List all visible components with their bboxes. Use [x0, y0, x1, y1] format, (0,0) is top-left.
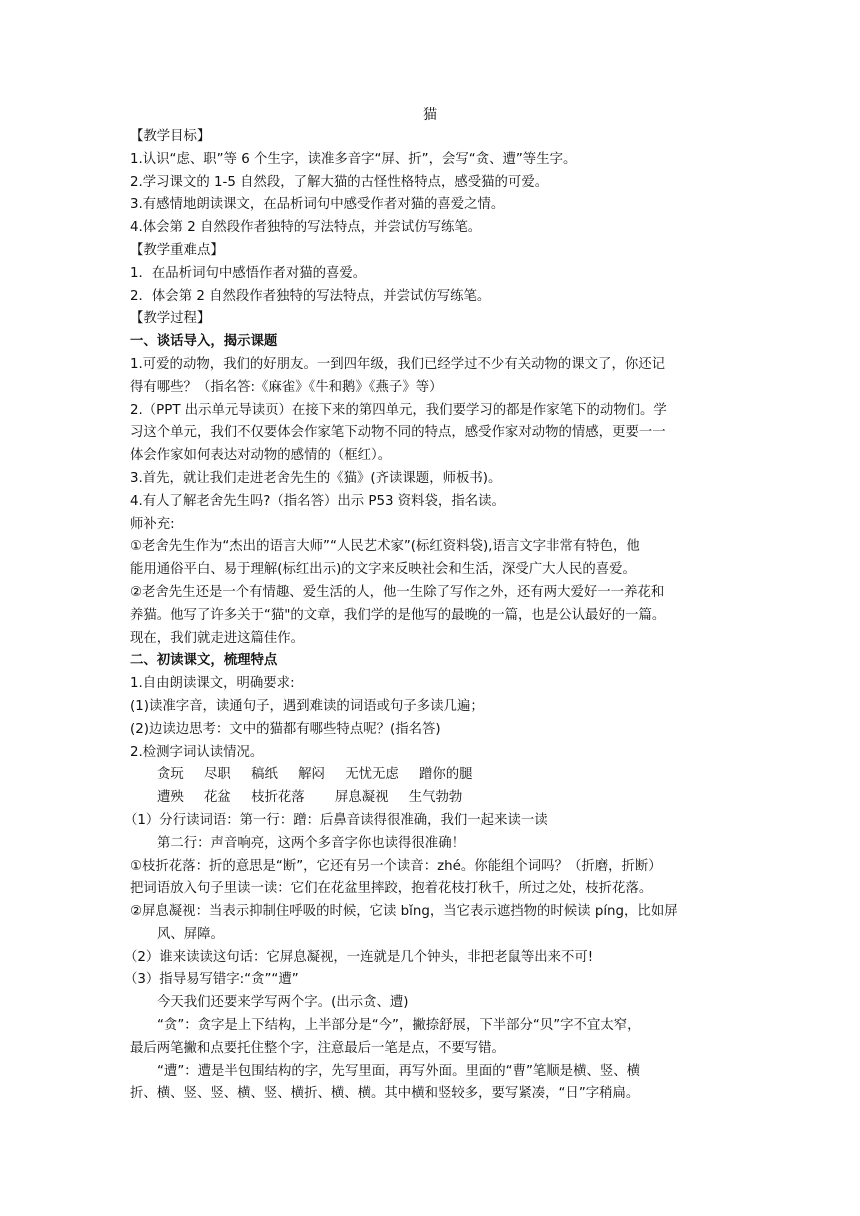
paragraph-line: 2.（PPT 出示单元导读页）在接下来的第四单元，我们要学习的都是作家笔下的动物们。学 [130, 402, 667, 418]
paragraph-line: (1)读准字音，读通句子，遇到难读的词语或句子多读几遍； [130, 698, 484, 714]
paragraph-line: 体会作家如何表达对动物的感情的（框红）。 [130, 448, 392, 464]
paragraph-line: 1.自由朗读课文，明确要求: [130, 676, 295, 692]
word: 屏息凝视 [334, 790, 389, 806]
word: 枝折花落 [251, 790, 305, 806]
document-title: 猫 [423, 107, 437, 123]
paragraph-line: ②屏息凝视：当表示抑制住呼吸的时候，它读 bǐng，当它表示遮挡物的时候读 píng，比如屏 [130, 904, 678, 920]
document-body [124, 126, 730, 1106]
objective-item: 3.有感情地朗读课文，在品析词句中感受作者对猫的喜爱之情。 [130, 197, 505, 213]
word: 解闷 [298, 767, 325, 783]
word: 贪玩 [157, 767, 184, 783]
paragraph-line: ①老舍先生作为“杰出的语言大师”“人民艺术家”(标红资料袋),语言文字非常有特色，他 [130, 539, 640, 555]
paragraph-line: (2)边读边思考：文中的猫都有哪些特点呢？(指名答) [130, 721, 441, 737]
paragraph-line: 养猫。他写了许多关于“猫"的文章，我们学的是他写的最晚的一篇，也是公认最好的一篇。 [130, 607, 666, 623]
paragraph-line: 3.首先，就让我们走进老舍先生的《猫》(齐读课题，师板书)。 [130, 470, 502, 486]
word: 稿纸 [251, 767, 278, 783]
key-point-item: 1．在品析词句中感悟作者对猫的喜爱。 [130, 265, 367, 281]
word-row [130, 764, 730, 787]
paragraph-line: ②老舍先生还是一个有情趣、爱生活的人，他一生除了写作之外，还有两大爱好一一养花和 [130, 584, 665, 600]
paragraph-line: ①枝折花落：折的意思是“断”，它还有另一个读音：zhé。你能组个词吗？（折磨，折断） [130, 858, 662, 874]
word: 蹭你的腿 [419, 767, 473, 783]
word-row [130, 787, 730, 810]
paragraph-line: 现在，我们就走进这篇佳作。 [130, 630, 305, 646]
paragraph-line: 今天我们还要来学写两个字。(出示贪、遭) [157, 995, 409, 1011]
paragraph-line: 风、屏障。 [157, 926, 224, 942]
key-points-heading: 【教学重难点】 [130, 242, 224, 258]
objectives-heading: 【教学目标】 [130, 129, 211, 144]
word: 花盆 [204, 790, 231, 806]
paragraph-line: 1.可爱的动物，我们的好朋友。一到四年级，我们已经学过不少有关动物的课文了，你还记 [130, 356, 666, 372]
word: 生气勃勃 [408, 790, 463, 806]
paragraph-line: （3）指导易写错字:“贪”“遭” [124, 972, 299, 988]
word: 遭殃 [157, 790, 184, 806]
word: 无忧无虑 [345, 767, 399, 783]
process-heading: 【教学过程】 [130, 311, 211, 327]
paragraph-line: 2.检测字词认读情况。 [130, 744, 264, 760]
paragraph-line: 能用通俗平白、易于理解(标红出示)的文字来反映社会和生活，深受广大人民的喜爱。 [130, 562, 636, 578]
word: 尽职 [204, 767, 231, 783]
paragraph-line: 把词语放入句子里读一读：它们在花盆里摔跤，抱着花枝打秋千，所过之处，枝折花落。 [130, 881, 653, 897]
section-heading: 一、谈话导入，揭示课题 [130, 334, 278, 350]
paragraph-line: 得有哪些？（指名答:《麻雀》《牛和鹅》《燕子》等） [130, 379, 443, 395]
paragraph-line: “贪”：贪字是上下结构，上半部分是“今”，撇捺舒展，下半部分“贝”字不宜太窄， [157, 1018, 641, 1034]
paragraph-line: （1）分行读词语：第一行：蹭：后鼻音读得很准确，我们一起来读一读 [124, 812, 548, 828]
key-point-item: 2．体会第 2 自然段作者独特的写法特点，并尝试仿写练笔。 [130, 288, 491, 304]
paragraph-line: 师补充: [130, 516, 175, 532]
objective-item: 1.认识“虑、职”等 6 个生字，读准多音字“屏、折”，会写“贪、遭”等生字。 [130, 151, 577, 167]
paragraph-line: 第二行：声音响亮，这两个多音字你也读得很准确！ [157, 835, 465, 851]
section-heading: 二、初读课文，梳理特点 [130, 653, 278, 669]
paragraph-line: 最后两笔撇和点要托住整个字，注意最后一笔是点，不要写错。 [130, 1040, 505, 1056]
paragraph-line: 4.有人了解老舍先生吗?（指名答）出示 P53 资料袋，指名读。 [130, 493, 505, 509]
paragraph-line: （2）谁来读读这句话：它屏息凝视，一连就是几个钟头，非把老鼠等出来不可! [124, 949, 594, 965]
paragraph-line: 习这个单元，我们不仅要体会作家笔下动物不同的特点，感受作家对动物的情感，更要一一 [130, 425, 666, 441]
objective-item: 2.学习课文的 1-5 自然段，了解大猫的古怪性格特点，感受猫的可爱。 [130, 174, 549, 190]
paragraph-line: 折、横、竖、竖、横、竖、横折、横、横。其中横和竖较多，要写紧凑，“日”字稍扁。 [130, 1086, 640, 1102]
paragraph-line: “遭”：遭是半包围结构的字，先写里面，再写外面。里面的“曹”笔顺是横、竖、横 [157, 1063, 641, 1079]
objective-item: 4.体会第 2 自然段作者独特的写法特点，并尝试仿写练笔。 [130, 220, 482, 236]
